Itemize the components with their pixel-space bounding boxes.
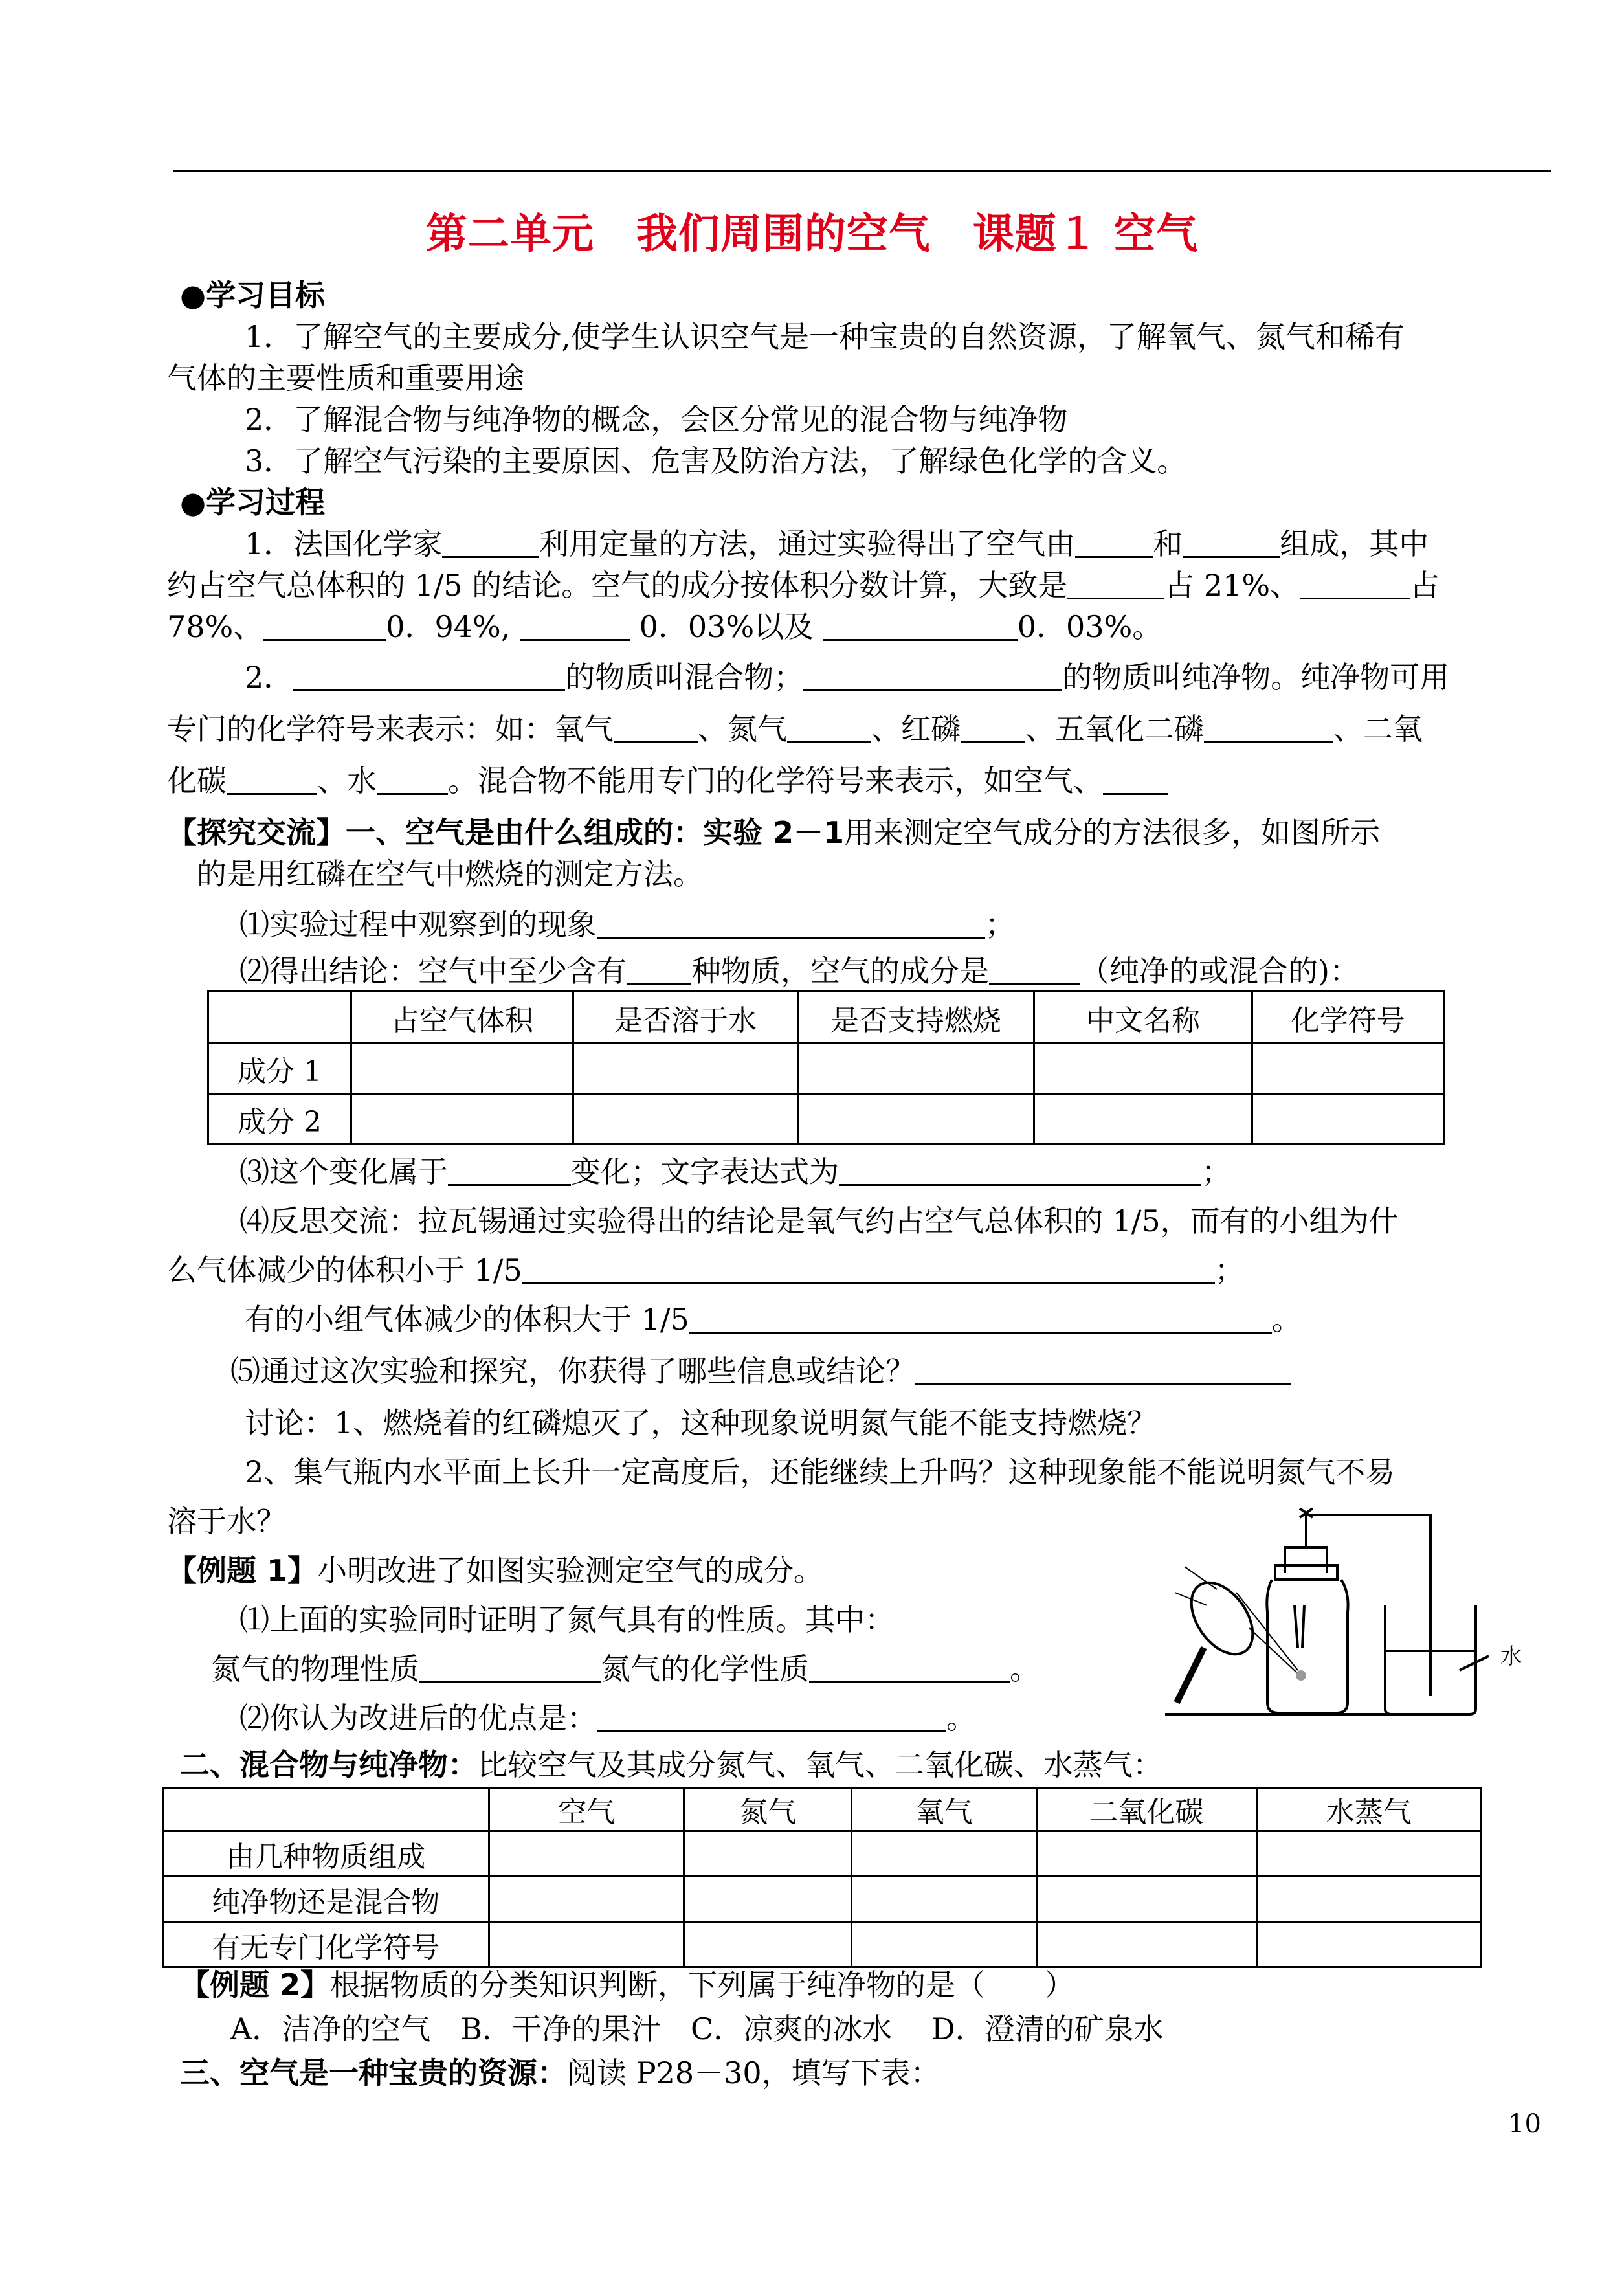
fill-blank[interactable]	[1075, 528, 1153, 558]
text: 占	[1410, 568, 1440, 603]
table-cell[interactable]	[351, 1094, 573, 1145]
fill-blank[interactable]	[1204, 713, 1333, 743]
text: ；	[985, 907, 1015, 942]
goal-2: 2．了解混合物与纯净物的概念，会区分常见的混合物与纯净物	[245, 402, 1068, 437]
fill-blank[interactable]	[227, 765, 317, 795]
text: 化碳	[167, 763, 227, 798]
text: 0．94%,	[386, 609, 511, 644]
row-label: 成分 1	[208, 1044, 351, 1094]
text: 约占空气总体积的 1/5 的结论。空气的成分按体积分数计算，大致是	[167, 568, 1068, 603]
explore-q4-line-3	[245, 1300, 1302, 1339]
fill-blank[interactable]	[961, 713, 1025, 743]
text: ⑵你认为改进后的优点是：	[239, 1701, 597, 1736]
table-cell[interactable]	[573, 1094, 797, 1145]
red-phosphorus	[1296, 1670, 1306, 1681]
fill-blank[interactable]	[448, 1156, 571, 1186]
row-label: 有无专门化学符号	[163, 1922, 489, 1967]
table-cell[interactable]	[684, 1831, 851, 1877]
text: 0．03%。	[1017, 609, 1162, 644]
fill-blank[interactable]	[803, 661, 1062, 691]
table-header-row	[163, 1788, 1482, 1831]
fill-blank[interactable]	[989, 955, 1080, 985]
discussion-2-line-1: 2、集气瓶内水平面上长升一定高度后，还能继续上升吗？这种现象能不能说明氮气不易	[245, 1455, 1396, 1490]
process-line-1	[245, 524, 1429, 563]
table-header-cell: 是否支持燃烧	[798, 992, 1034, 1044]
fill-blank[interactable]	[1183, 528, 1280, 558]
table-cell[interactable]	[851, 1831, 1036, 1877]
comparison-table	[162, 1787, 1482, 1968]
text: 氮气的物理性质	[211, 1651, 419, 1686]
process-heading: ●学习过程	[180, 485, 326, 520]
text: ⑶这个变化属于	[239, 1154, 448, 1189]
explore-q4-line-1: ⑷反思交流：拉瓦锡通过实验得出的结论是氧气约占空气总体积的 1/5，而有的小组为什	[239, 1203, 1399, 1238]
section-3-heading	[180, 2053, 940, 2092]
table-row	[208, 1094, 1444, 1145]
text: （纯净的或混合的)：	[1080, 954, 1359, 989]
table-cell[interactable]	[798, 1044, 1034, 1094]
text: 么气体减少的体积小于 1/5	[167, 1253, 522, 1288]
page-number: 10	[1508, 2109, 1541, 2139]
text: 78%、	[167, 609, 263, 644]
text: 、五氧化二磷	[1025, 711, 1204, 746]
text: 变化；文字表达式为	[571, 1154, 839, 1189]
example-1-heading	[167, 1551, 823, 1590]
fill-blank[interactable]	[263, 610, 386, 641]
example-1-q1-properties	[211, 1650, 1040, 1688]
table-cell[interactable]	[1256, 1877, 1481, 1922]
table-cell[interactable]	[851, 1877, 1036, 1922]
table-header-cell: 占空气体积	[351, 992, 573, 1044]
process-line-3	[167, 607, 1162, 646]
table-cell[interactable]	[1034, 1094, 1252, 1145]
text: 。	[946, 1701, 976, 1736]
table-header-cell	[163, 1788, 489, 1831]
table-header-row	[208, 992, 1444, 1044]
text: 种物质，空气的成分是	[691, 954, 989, 989]
example-1-q2	[239, 1699, 976, 1738]
discussion-1: 讨论：1、燃烧着的红磷熄灭了，这种现象说明氮气能不能支持燃烧？	[245, 1405, 1157, 1440]
text: ⑵得出结论：空气中至少含有	[239, 954, 627, 989]
row-label: 成分 2	[208, 1094, 351, 1145]
fill-blank[interactable]	[520, 610, 630, 641]
table-cell[interactable]	[489, 1877, 684, 1922]
table-cell[interactable]	[1034, 1044, 1252, 1094]
table-row	[208, 1044, 1444, 1094]
goal-1-line-1: 1．了解空气的主要成分,使学生认识空气是一种宝贵的自然资源，了解氧气、氮气和稀有	[245, 319, 1405, 354]
text: 2．	[245, 660, 294, 695]
text: 占 21%、	[1164, 568, 1300, 603]
example-1-q1: ⑴上面的实验同时证明了氮气具有的性质。其中：	[239, 1602, 895, 1637]
text: 小明改进了如图实验测定空气的成分。	[317, 1553, 824, 1588]
text: 和	[1153, 526, 1183, 561]
table-cell[interactable]	[851, 1922, 1036, 1967]
text: 、二氧	[1333, 711, 1423, 746]
table-cell[interactable]	[684, 1922, 851, 1967]
text: 用来测定空气成分的方法很多，如图所示	[844, 815, 1381, 850]
example-1-label: 【例题 1】	[167, 1553, 318, 1588]
explore-heading	[167, 813, 1380, 852]
page-title: 第二单元 我们周围的空气 课题１ 空气	[425, 210, 1199, 258]
fill-blank[interactable]	[1067, 569, 1164, 599]
text: 的物质叫混合物；	[565, 660, 804, 695]
text: 、水	[317, 763, 377, 798]
text: 根据物质的分类知识判断，下列属于纯净物的是（ ）	[330, 1967, 1075, 2002]
text: 专门的化学符号来表示：如：氧气	[167, 711, 614, 746]
text: 。混合物不能用专门的化学符号来表示，如空气、	[448, 763, 1103, 798]
table-cell[interactable]	[1252, 1094, 1444, 1145]
fill-blank[interactable]	[809, 1653, 1010, 1683]
table-header-cell: 中文名称	[1034, 992, 1252, 1044]
text: 。	[1010, 1651, 1040, 1686]
table-cell[interactable]	[1256, 1922, 1481, 1967]
text: ⑸通过这次实验和探究，你获得了哪些信息或结论？	[230, 1354, 915, 1389]
explore-q5	[230, 1352, 1291, 1391]
fill-blank[interactable]	[597, 908, 985, 939]
section-2-heading-bold: 二、混合物与纯净物：	[180, 1747, 478, 1782]
row-label: 纯净物还是混合物	[163, 1877, 489, 1922]
process-line-2	[167, 566, 1440, 605]
text: 0．03%以及	[639, 609, 814, 644]
table-cell[interactable]	[1037, 1831, 1257, 1877]
text: ⑴实验过程中观察到的现象	[239, 907, 597, 942]
process-line-4	[245, 658, 1449, 697]
goals-heading: ●学习目标	[180, 278, 326, 313]
table-header-cell: 氮气	[684, 1788, 851, 1831]
text: 1．法国化学家	[245, 526, 443, 561]
explore-q4-line-2	[167, 1251, 1245, 1290]
apparatus-figure	[1165, 1508, 1528, 1722]
text: 比较空气及其成分氮气、氧气、二氧化碳、水蒸气：	[478, 1747, 1162, 1782]
table-header-cell: 水蒸气	[1256, 1788, 1481, 1831]
text: 有的小组气体减少的体积大于 1/5	[245, 1302, 689, 1337]
explore-q2	[239, 952, 1359, 990]
text: 阅读 P28－30，填写下表：	[567, 2055, 940, 2090]
components-table	[207, 990, 1445, 1145]
table-row	[163, 1922, 1482, 1967]
table-header-cell: 空气	[489, 1788, 684, 1831]
fill-blank[interactable]	[522, 1254, 1215, 1284]
table-cell[interactable]	[1252, 1044, 1444, 1094]
row-label: 由几种物质组成	[163, 1831, 489, 1877]
goal-1-line-2: 气体的主要性质和重要用途	[167, 361, 524, 396]
fill-blank[interactable]	[1103, 765, 1168, 795]
fill-blank[interactable]	[377, 765, 448, 795]
explore-heading-bold: 【探究交流】一、空气是由什么组成的：实验 2－1	[167, 815, 845, 850]
table-header-cell: 是否溶于水	[573, 992, 797, 1044]
fill-blank[interactable]	[442, 528, 539, 558]
section-2-heading	[180, 1745, 1162, 1784]
table-header-cell: 化学符号	[1252, 992, 1444, 1044]
process-line-6	[167, 761, 1168, 800]
text: 利用定量的方法，通过实验得出了空气由	[539, 526, 1076, 561]
table-cell[interactable]	[489, 1831, 684, 1877]
table-row	[163, 1831, 1482, 1877]
table-header-cell	[208, 992, 351, 1044]
text: ；	[1201, 1154, 1231, 1189]
goal-3: 3．了解空气污染的主要原因、危害及防治方法，了解绿色化学的含义。	[245, 443, 1187, 478]
header-rule	[173, 170, 1551, 172]
section-3-heading-bold: 三、空气是一种宝贵的资源：	[180, 2055, 567, 2090]
fill-blank[interactable]	[1300, 569, 1410, 599]
explore-line-2: 的是用红磷在空气中燃烧的测定方法。	[197, 856, 703, 891]
fill-blank[interactable]	[293, 661, 565, 691]
discussion-2-line-2: 溶于水？	[167, 1504, 286, 1539]
example-2-heading	[180, 1965, 1074, 2004]
fill-blank[interactable]	[614, 713, 698, 743]
water-label: 水	[1500, 1644, 1522, 1670]
apparatus-drawing	[1165, 1508, 1489, 1714]
fill-blank[interactable]	[839, 1156, 1201, 1186]
text: 、氮气	[698, 711, 787, 746]
fill-blank[interactable]	[915, 1355, 1291, 1385]
table-header-cell: 二氧化碳	[1037, 1788, 1257, 1831]
text: 氮气的化学性质	[601, 1651, 809, 1686]
text: 组成，其中	[1280, 526, 1429, 561]
table-cell[interactable]	[573, 1044, 797, 1094]
example-2-options: A．洁净的空气 B．干净的果汁 C．凉爽的冰水 D．澄清的矿泉水	[230, 2011, 1164, 2046]
fill-blank[interactable]	[597, 1702, 946, 1732]
table-cell[interactable]	[1037, 1922, 1257, 1967]
table-cell[interactable]	[351, 1044, 573, 1094]
explore-q3	[239, 1152, 1231, 1191]
fill-blank[interactable]	[689, 1303, 1272, 1334]
text: ；	[1214, 1253, 1245, 1288]
table-cell[interactable]	[798, 1094, 1034, 1145]
table-cell[interactable]	[489, 1922, 684, 1967]
text: 的物质叫纯净物。纯净物可用	[1062, 660, 1450, 695]
explore-q1	[239, 905, 1015, 944]
table-cell[interactable]	[1256, 1831, 1481, 1877]
table-cell[interactable]	[1037, 1877, 1257, 1922]
fill-blank[interactable]	[627, 955, 691, 985]
table-cell[interactable]	[684, 1877, 851, 1922]
fill-blank[interactable]	[419, 1653, 601, 1683]
text: 、红磷	[871, 711, 961, 746]
example-2-label: 【例题 2】	[180, 1967, 331, 2002]
text: 。	[1271, 1302, 1302, 1337]
fill-blank[interactable]	[823, 610, 1018, 641]
fill-blank[interactable]	[787, 713, 871, 743]
table-header-cell: 氧气	[851, 1788, 1036, 1831]
process-line-5	[167, 710, 1423, 748]
table-row	[163, 1877, 1482, 1922]
